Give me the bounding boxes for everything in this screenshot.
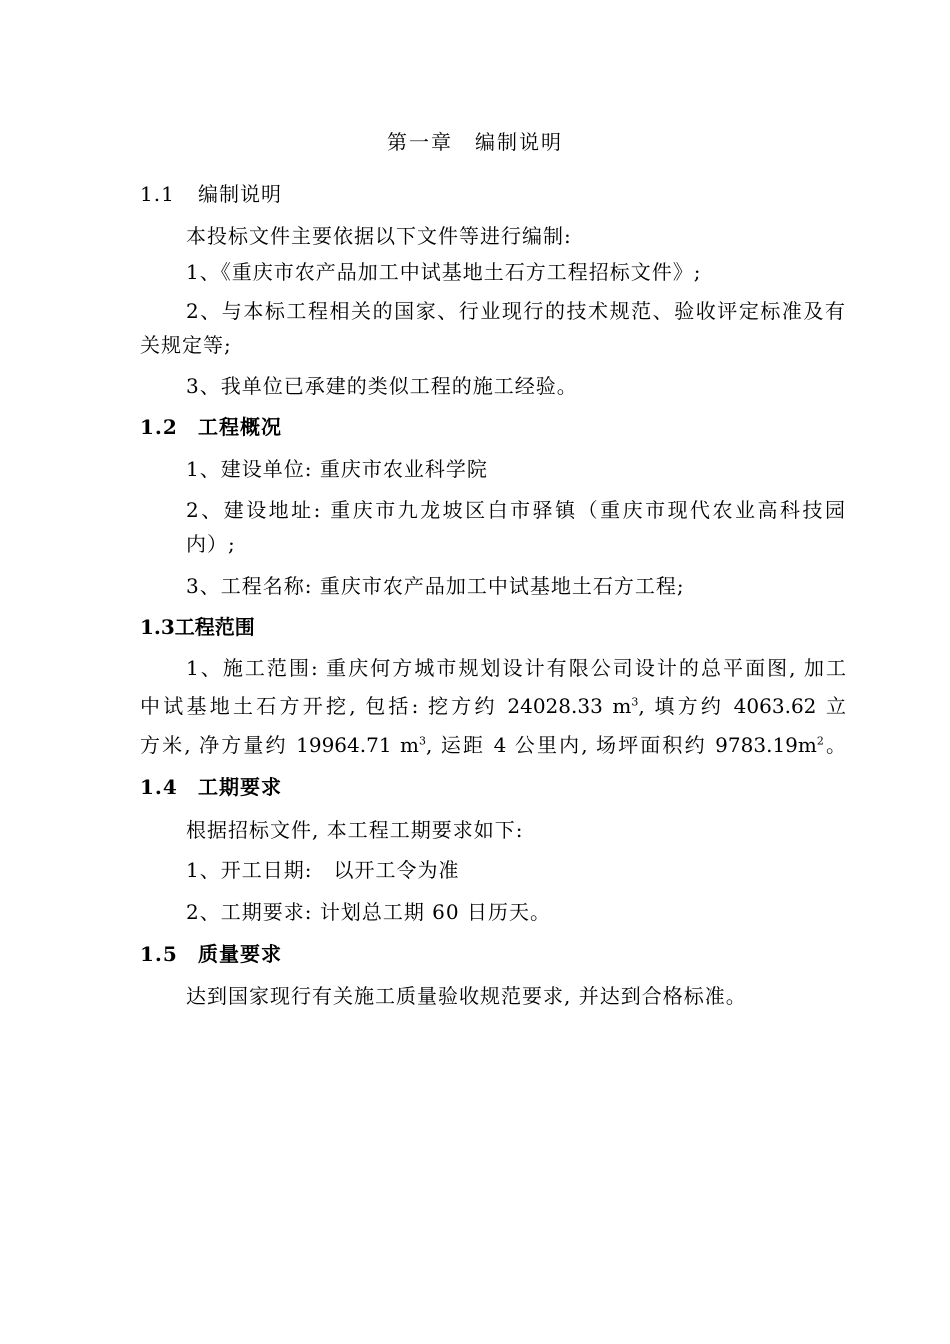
section-1-3-heading: 1.3工程范围 (140, 615, 255, 639)
section-number: 1.5 (140, 942, 178, 966)
list-item: 2、建设地址: 重庆市九龙坡区白市驿镇（重庆市现代农业高科技园 (186, 498, 846, 522)
paragraph: 本投标文件主要依据以下文件等进行编制: (186, 224, 572, 248)
list-item: 3、我单位已承建的类似工程的施工经验。 (186, 374, 578, 398)
list-item: 3、工程名称: 重庆市农产品加工中试基地土石方工程; (186, 574, 685, 598)
paragraph-line: 1、施工范围: 重庆何方城市规划设计有限公司设计的总平面图, 加工 (186, 656, 846, 680)
chapter-title: 第一章 编制说明 (387, 130, 563, 154)
list-item: 2、工期要求: 计划总工期 60 日历天。 (186, 900, 551, 924)
list-item: 1、开工日期: 以开工令为准 (186, 858, 460, 882)
section-title: 工程概况 (198, 415, 282, 439)
list-item: 1、建设单位: 重庆市农业科学院 (186, 457, 488, 481)
section-1-4-heading (140, 775, 282, 799)
section-number: 1.4 (140, 775, 178, 799)
paragraph: 达到国家现行有关施工质量验收规范要求, 并达到合格标准。 (186, 984, 747, 1008)
section-number: 1.1 (140, 182, 175, 206)
section-1-2-heading (140, 415, 282, 439)
section-title: 工期要求 (198, 775, 282, 799)
list-item: 1、《重庆市农产品加工中试基地土石方工程招标文件》; (186, 260, 702, 284)
list-item-continuation: 关规定等; (140, 333, 232, 357)
section-1-1-heading (140, 182, 282, 206)
paragraph-line: 方米, 净方量约 19964.71 $m^3$, 运距 4 公里内, 场坪面积约 $9783.19m^2$。 (140, 733, 846, 757)
section-title: 编制说明 (198, 182, 282, 206)
paragraph: 根据招标文件, 本工程工期要求如下: (186, 818, 524, 842)
section-1-5-heading (140, 942, 282, 966)
list-item-continuation: 内）; (186, 532, 236, 556)
section-number: 1.2 (140, 415, 178, 439)
list-item: 2、与本标工程相关的国家、行业现行的技术规范、验收评定标准及有 (186, 299, 846, 323)
paragraph-line: 中试基地土石方开挖, 包括: 挖方约 24028.33 $m^3$, 填方约 4063.62 立 (140, 694, 846, 718)
section-title: 质量要求 (198, 942, 282, 966)
